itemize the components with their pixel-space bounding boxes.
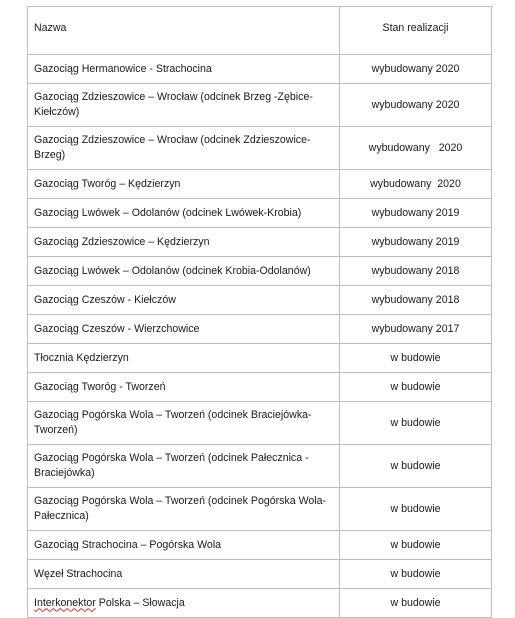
status-cell: wybudowany 2018 (340, 257, 492, 286)
status-cell: w budowie (340, 589, 492, 618)
table-row (28, 373, 492, 402)
status-cell: wybudowany 2018 (340, 286, 492, 315)
table-row (28, 315, 492, 344)
table-row (28, 344, 492, 373)
table-row (28, 55, 492, 84)
status-cell: w budowie (340, 344, 492, 373)
project-name-cell: Gazociąg Zdzieszowice – Kędzierzyn (28, 228, 340, 257)
table-row (28, 402, 492, 445)
table-row (28, 286, 492, 315)
status-cell: wybudowany 2020 (340, 127, 492, 170)
project-name-cell: Gazociąg Zdzieszowice – Wrocław (odcinek Brzeg -Zębice-Kiełczów) (28, 84, 340, 127)
project-name-cell: Tłocznia Kędzierzyn (28, 344, 340, 373)
table-row (28, 560, 492, 589)
status-cell: wybudowany 2017 (340, 315, 492, 344)
status-cell: w budowie (340, 373, 492, 402)
project-name-cell: Gazociąg Czeszów - Kiełczów (28, 286, 340, 315)
table-row (28, 488, 492, 531)
status-cell: w budowie (340, 488, 492, 531)
column-header-status: Stan realizacji (340, 7, 492, 55)
project-name-cell: Gazociąg Strachocina – Pogórska Wola (28, 531, 340, 560)
project-name-cell: Gazociąg Lwówek – Odolanów (odcinek Lwówek-Krobia) (28, 199, 340, 228)
project-name-cell: Gazociąg Tworóg – Kędzierzyn (28, 170, 340, 199)
status-cell: wybudowany 2019 (340, 199, 492, 228)
project-name-cell: Gazociąg Czeszów - Wierzchowice (28, 315, 340, 344)
table-row (28, 127, 492, 170)
table-row (28, 228, 492, 257)
table-row (28, 170, 492, 199)
status-cell: w budowie (340, 560, 492, 589)
status-cell: wybudowany 2020 (340, 55, 492, 84)
table-row (28, 257, 492, 286)
status-cell: wybudowany 2019 (340, 228, 492, 257)
table-row (28, 84, 492, 127)
table-header-row (28, 7, 492, 55)
project-name-cell (28, 589, 340, 618)
table-row (28, 199, 492, 228)
table-row (28, 589, 492, 618)
project-name-cell: Gazociąg Pogórska Wola – Tworzeń (odcinek Pogórska Wola-Pałecznica) (28, 488, 340, 531)
status-cell: wybudowany 2020 (340, 170, 492, 199)
project-name-cell: Gazociąg Lwówek – Odolanów (odcinek Krobia-Odolanów) (28, 257, 340, 286)
table-row (28, 445, 492, 488)
misspelled-word: Interkonektor (34, 596, 96, 609)
status-cell: w budowie (340, 531, 492, 560)
status-cell: wybudowany 2020 (340, 84, 492, 127)
project-name-cell: Gazociąg Tworóg - Tworzeń (28, 373, 340, 402)
column-header-name: Nazwa (28, 7, 340, 55)
investment-status-table (27, 6, 492, 618)
project-name-cell: Węzeł Strachocina (28, 560, 340, 589)
status-cell: w budowie (340, 402, 492, 445)
status-cell: w budowie (340, 445, 492, 488)
project-name-cell: Gazociąg Hermanowice - Strachocina (28, 55, 340, 84)
project-name-cell: Gazociąg Zdzieszowice – Wrocław (odcinek Zdzieszowice-Brzeg) (28, 127, 340, 170)
project-name-cell: Gazociąg Pogórska Wola – Tworzeń (odcinek Braciejówka-Tworzeń) (28, 402, 340, 445)
project-name-rest: Polska – Słowacja (95, 596, 185, 609)
project-name-cell: Gazociąg Pogórska Wola – Tworzeń (odcinek Pałecznica - Braciejówka) (28, 445, 340, 488)
table-row (28, 531, 492, 560)
